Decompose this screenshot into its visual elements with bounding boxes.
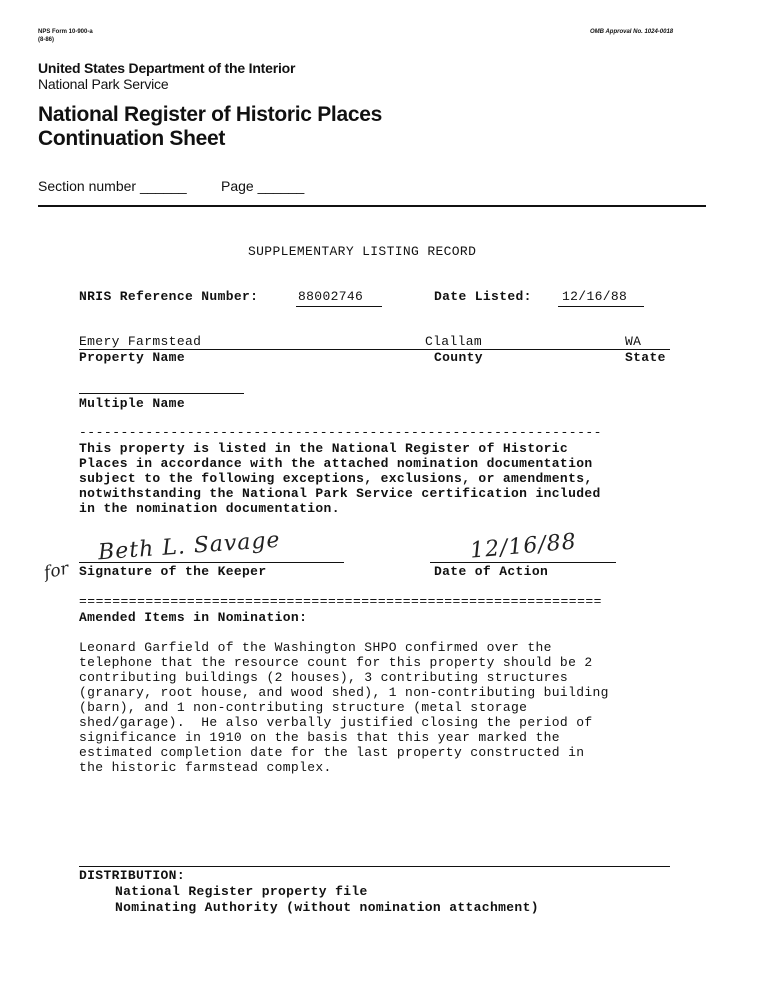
amended-line-4: (granary, root house, and wood shed), 1 non-contributing building [79, 685, 609, 700]
omb-approval: OMB Approval No. 1024-0018 [590, 29, 674, 35]
form-date: (8-86) [38, 37, 55, 43]
date-listed-label: Date Listed: [434, 289, 532, 304]
amended-line-9: the historic farmstead complex. [79, 760, 332, 775]
section-number-label: Section number ______ [38, 178, 187, 194]
distribution-item-1: National Register property file [115, 884, 368, 899]
state-value: WA [625, 334, 642, 349]
action-date-handwritten: 12/16/88 [469, 529, 578, 564]
equals-divider: =============================================================== [79, 594, 602, 609]
nris-underline [296, 306, 382, 307]
state-label: State [625, 350, 666, 365]
date-of-action-label: Date of Action [434, 564, 549, 579]
signature-label: Signature of the Keeper [79, 564, 267, 579]
amended-line-6: shed/garage). He also verbally justified closing the period of [79, 715, 593, 730]
amended-line-8: estimated completion date for the last property constructed in [79, 745, 585, 760]
distribution-item-2: Nominating Authority (without nomination attachment) [115, 900, 539, 915]
multiple-name-label: Multiple Name [79, 396, 185, 411]
statement-line-2: Places in accordance with the attached nomination documentation [79, 456, 593, 471]
county-value: Clallam [425, 334, 483, 349]
keeper-signature: Beth L. Savage [97, 527, 282, 566]
date-listed-underline [558, 306, 644, 307]
page-title-line1: National Register of Historic Places [38, 103, 382, 126]
statement-line-1: This property is listed in the National Register of Historic [79, 441, 569, 456]
statement-line-3: subject to the following exceptions, exclusions, or amendments, [79, 471, 593, 486]
form-number: NPS Form 10-900-a [38, 29, 93, 35]
service: National Park Service [38, 76, 169, 92]
nris-value: 88002746 [298, 289, 364, 304]
property-name-value: Emery Farmstead [79, 334, 202, 349]
amended-line-1: Leonard Garfield of the Washington SHPO confirmed over the [79, 640, 552, 655]
property-name-label: Property Name [79, 350, 185, 365]
amended-heading: Amended Items in Nomination: [79, 610, 308, 625]
date-listed-value: 12/16/88 [562, 289, 628, 304]
department: United States Department of the Interior [38, 60, 296, 76]
date-line [430, 562, 616, 563]
nris-label: NRIS Reference Number: [79, 289, 259, 304]
amended-line-2: telephone that the resource count for this property should be 2 [79, 655, 593, 670]
distribution-rule [79, 866, 670, 867]
amended-line-7: significance in 1910 on the basis that this year marked the [79, 730, 560, 745]
amended-line-5: (barn), and 1 non-contributing structure (metal storage [79, 700, 528, 715]
record-heading: SUPPLEMENTARY LISTING RECORD [248, 244, 477, 259]
county-label: County [434, 350, 483, 365]
multiple-name-rule [79, 393, 244, 394]
signature-prefix: for [42, 558, 71, 584]
header-rule [38, 205, 706, 207]
amended-line-3: contributing buildings (2 houses), 3 contributing structures [79, 670, 569, 685]
page-title-line2: Continuation Sheet [38, 127, 226, 150]
statement-line-4: notwithstanding the National Park Service certification included [79, 486, 601, 501]
page-label: Page ______ [221, 178, 305, 194]
signature-line [79, 562, 344, 563]
statement-line-5: in the nomination documentation. [79, 501, 340, 516]
dash-divider: --------------------------------------------------------------- [79, 425, 602, 440]
distribution-label: DISTRIBUTION: [79, 868, 185, 883]
